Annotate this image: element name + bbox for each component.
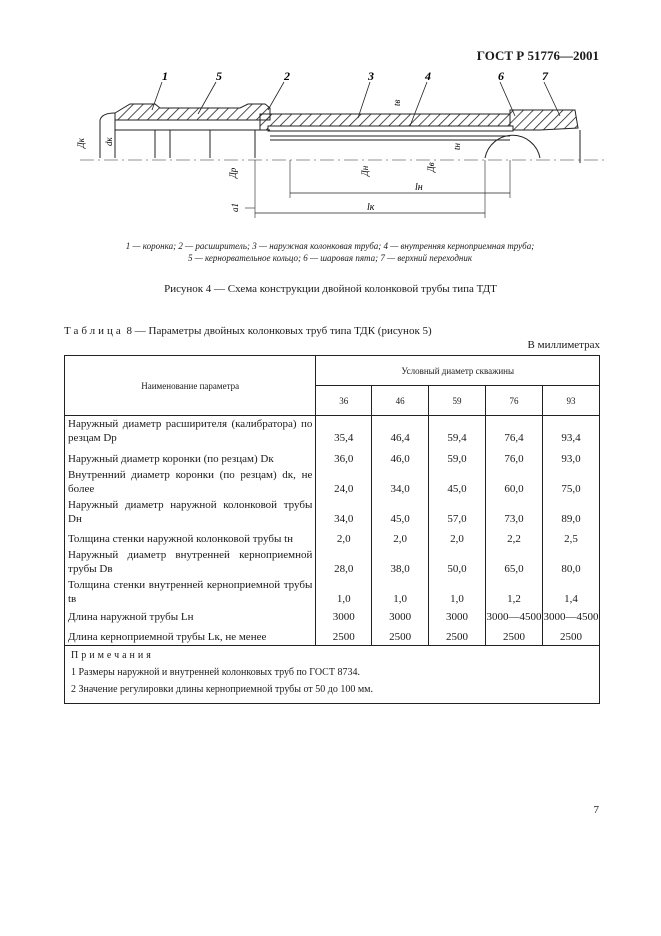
parameter-value: 36,0 [316,446,372,467]
note-2: 2 Значение регулировки длины керноприемной трубы от 50 до 100 мм. [71,683,373,695]
parameter-value: 50,0 [429,547,486,577]
parameter-value: 2500 [372,625,429,645]
parameter-value: 2500 [485,625,542,645]
legend-line-2: 5 — кернорвательное кольцо; 6 — шаровая пята; 7 — верхний переходник [187,253,473,263]
parameter-value: 1,0 [316,577,372,607]
table-units: В миллиметрах [527,339,600,351]
parameter-value: 76,4 [485,416,542,447]
dim-Dk: Дк [76,138,86,148]
parameter-value: 2,5 [542,527,599,547]
parameter-value: 3000 [316,607,372,625]
table-row [65,577,600,607]
table-row [65,467,600,497]
parameter-value: 3000—4500 [542,607,599,625]
dim-ln: lн [415,182,423,193]
header-diameter: 36 [316,386,372,416]
callout-6: 6 [498,69,504,83]
parameter-value: 1,0 [372,577,429,607]
parameter-value: 59,0 [429,446,486,467]
parameter-value: 3000 [429,607,486,625]
parameter-value: 59,4 [429,416,486,447]
callout-2: 2 [284,69,290,83]
header-diameter: 93 [542,386,599,416]
table-number-title: 8 — Параметры двойных колонковых труб типа ТДК (рисунок 5) [126,325,432,337]
parameter-value: 34,0 [316,497,372,527]
callout-7: 7 [542,69,548,83]
figure-legend [70,240,590,264]
core-barrel-drawing [70,68,610,228]
parameter-value: 38,0 [372,547,429,577]
parameter-value: 2,0 [429,527,486,547]
parameter-value: 2500 [316,625,372,645]
parameter-value: 80,0 [542,547,599,577]
dim-lk: lк [367,202,375,213]
parameter-name: Наружный диаметр наружной колонковой трубы Dн [65,497,316,527]
parameter-name: Толщина стенки внутренней керноприемной трубы tв [65,577,316,607]
parameter-value: 3000 [372,607,429,625]
parameter-value: 65,0 [485,547,542,577]
callout-5: 5 [216,69,222,83]
parameter-value: 93,4 [542,416,599,447]
table-row [65,625,600,645]
header-diameter: 46 [372,386,429,416]
dim-Dv: Дв [426,162,436,172]
callout-4: 4 [425,69,431,83]
parameter-name: Длина наружной трубы Lн [65,607,316,625]
table-row [65,527,600,547]
header-diameter-group: Условный диаметр скважины [316,356,600,386]
parameter-value: 2500 [542,625,599,645]
parameter-value: 73,0 [485,497,542,527]
parameters-table [64,355,600,704]
parameter-value: 2,0 [316,527,372,547]
table-row [65,547,600,577]
parameter-value: 28,0 [316,547,372,577]
legend-line-1: 1 — коронка; 2 — расширитель; 3 — наружная колонковая труба; 4 — внутренняя керноприемная труба; [125,241,535,251]
dim-tv: tв [392,99,402,106]
notes-block [65,645,600,703]
parameter-name: Наружный диаметр коронки (по резцам) Dк [65,446,316,467]
header-diameter: 59 [429,386,486,416]
table-row [65,446,600,467]
table-title [64,325,432,337]
parameter-value: 3000—4500 [485,607,542,625]
parameter-value: 1,4 [542,577,599,607]
dim-tn: tн [452,143,462,150]
table-row [65,497,600,527]
parameter-value: 76,0 [485,446,542,467]
table-label: Таблица [64,325,124,337]
parameter-value: 57,0 [429,497,486,527]
parameter-value: 35,4 [316,416,372,447]
parameter-value: 24,0 [316,467,372,497]
parameter-name: Внутренний диаметр коронки (по резцам) dк, не более [65,467,316,497]
note-1: 1 Размеры наружной и внутренней колонковых труб по ГОСТ 8734. [71,666,360,678]
parameter-value: 45,0 [429,467,486,497]
inner-tube [268,126,513,131]
parameter-name: Толщина стенки наружной колонковой трубы tн [65,527,316,547]
parameter-value: 89,0 [542,497,599,527]
standard-header: ГОСТ Р 51776—2001 [476,48,599,63]
top-adapter [510,110,578,130]
notes-title: Примечания [71,649,154,661]
dim-Dr: Др [228,167,238,178]
parameter-value: 34,0 [372,467,429,497]
parameter-value: 46,0 [372,446,429,467]
parameter-value: 46,4 [372,416,429,447]
crown-body [115,104,270,120]
parameter-name: Длина керноприемной трубы Lк, не менее [65,625,316,645]
page-number: 7 [593,804,599,816]
parameter-value: 1,0 [429,577,486,607]
ball-seat [485,135,540,158]
table-row [65,416,600,447]
callout-3: 3 [368,69,374,83]
callout-1: 1 [162,69,168,83]
parameter-value: 2,2 [485,527,542,547]
parameter-value: 45,0 [372,497,429,527]
parameter-value: 93,0 [542,446,599,467]
parameter-value: 60,0 [485,467,542,497]
figure-caption: Рисунок 4 — Схема конструкции двойной колонковой трубы типа ТДТ [164,283,497,295]
parameter-name: Наружный диаметр внутренней керноприемной трубы Dв [65,547,316,577]
dim-dk: dк [104,137,114,146]
parameter-value: 75,0 [542,467,599,497]
header-diameter: 76 [485,386,542,416]
dim-a1: a1 [230,203,240,212]
dim-Dn: Дн [360,165,370,176]
parameter-name: Наружный диаметр расширителя (калибратора) по резцам Dр [65,416,316,447]
table-row [65,607,600,625]
parameter-value: 2500 [429,625,486,645]
header-parameter-name: Наименование параметра [65,356,316,416]
parameter-value: 2,0 [372,527,429,547]
parameter-value: 1,2 [485,577,542,607]
